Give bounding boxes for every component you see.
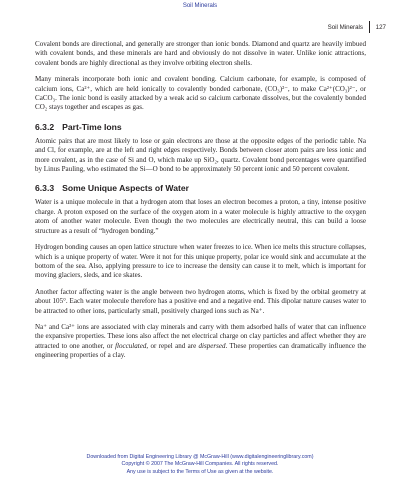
footer xyxy=(0,454,400,476)
paragraph-water-unique: Water is a unique molecule in that a hydrogen atom that loses an electron becomes a proton, a tiny, intense positive charge. A proton exposed on the surface of the oxygen atom in a water molecule is highly attractive to the oxygen atom of another water molecule. Even though the two molecules are electrically neutral, this can build a loose structure as a result of “hydrogen bonding.” xyxy=(35,198,366,235)
page-number: 127 xyxy=(375,23,386,31)
top-link[interactable]: Soil Minerals xyxy=(182,3,218,9)
paragraph-clay-ions xyxy=(35,323,366,361)
emphasis-dispersed: dispersed xyxy=(198,341,226,350)
paragraph-hydrogen-bonding: Hydrogen bonding causes an open lattice structure when water freezes to ice. When ice melts this structure collapses, which is a unique property of water. Were it not for this unique property, polar ice would sink and accumulate at the bottom of the sea. Also, applying pressure to ice to increase the density can cause it to melt, which is important for moving glaciers, sleds, and ice skates. xyxy=(35,243,366,280)
section-heading-part-time-ions xyxy=(35,122,366,133)
paragraph-covalent-bonds: Covalent bonds are directional, and generally are stronger than ionic bonds. Diamond and quartz are heavily imbued with covalent bonds, and these minerals are hard and obviously do not dissolve in water. Unlike ionic attractions, covalent bonds are highly directional as they involve orbiting electron shells. xyxy=(35,40,366,67)
header-divider xyxy=(369,21,370,33)
text-run: , or repel and are xyxy=(146,341,199,350)
section-number: 6.3.2 xyxy=(35,121,55,132)
section-title: Part-Time Ions xyxy=(62,121,122,132)
emphasis-flocculated: flocculated xyxy=(115,341,147,350)
paragraph-water-angle: Another factor affecting water is the angle between two hydrogen atoms, which is fixed by the orbital geometry at about 105°. Each water molecule therefore has a positive end and a negative end. This dipolar nature causes water to be attracted to other ions, particularly small, positively charged ions such as Na⁺. xyxy=(35,287,366,315)
paragraph-atomic-pairs: Atomic pairs that are most likely to lose or gain electrons are those at the opposite edges of the periodic table. Na and Cl, for example, are at the left and right edges respectively. Bonds between closer atom pairs are less ionic and more covalent, as in the case of Si and O, which make up SiO₂, quartz. Covalent bond percentages were quantified by Linus Pauling, who estimated the Si—O bond to be approximately 50 percent ionic and 50 percent covalent. xyxy=(35,136,366,174)
running-head xyxy=(328,21,386,33)
paragraph-calcium-carbonate: Many minerals incorporate both ionic and covalent bonding. Calcium carbonate, for example, is composed of calcium ions, Ca²⁺, which are held ionically to covalently bonded carbonate, (CO₃)²⁻, to make Ca²⁺(CO₃)²⁻, or CaCO₃. The ionic bond is easily attacked by a weak acid so calcium carbonate dissolves, but the covalently bonded CO₂ stays together and escapes as gas. xyxy=(35,75,366,112)
text-run: . These properties can dramatically influence the engineering properties of a clay. xyxy=(35,341,366,360)
footer-copyright: Copyright © 2007 The McGraw-Hill Companies. All rights reserved. xyxy=(121,461,279,468)
footer-terms-link[interactable]: Any use is subject to the Terms of Use as given at the website. xyxy=(126,468,274,475)
text-run: Na⁺ and Ca²⁺ ions are associated with clay minerals and carry with them adsorbed halls of water that can influence the expansive properties. These ions also affect the net electrical charge on clay particles and affect whether they are attracted to one another, or xyxy=(35,322,366,350)
page-body xyxy=(35,40,366,368)
section-number: 6.3.3 xyxy=(35,183,55,194)
running-title: Soil Minerals xyxy=(327,23,363,31)
section-title: Some Unique Aspects of Water xyxy=(62,183,189,194)
section-heading-water xyxy=(35,183,366,194)
footer-download-link[interactable]: Downloaded from Digital Engineering Library @ McGraw-Hill (www.digitalengineeringlibrary.com) xyxy=(86,454,314,460)
